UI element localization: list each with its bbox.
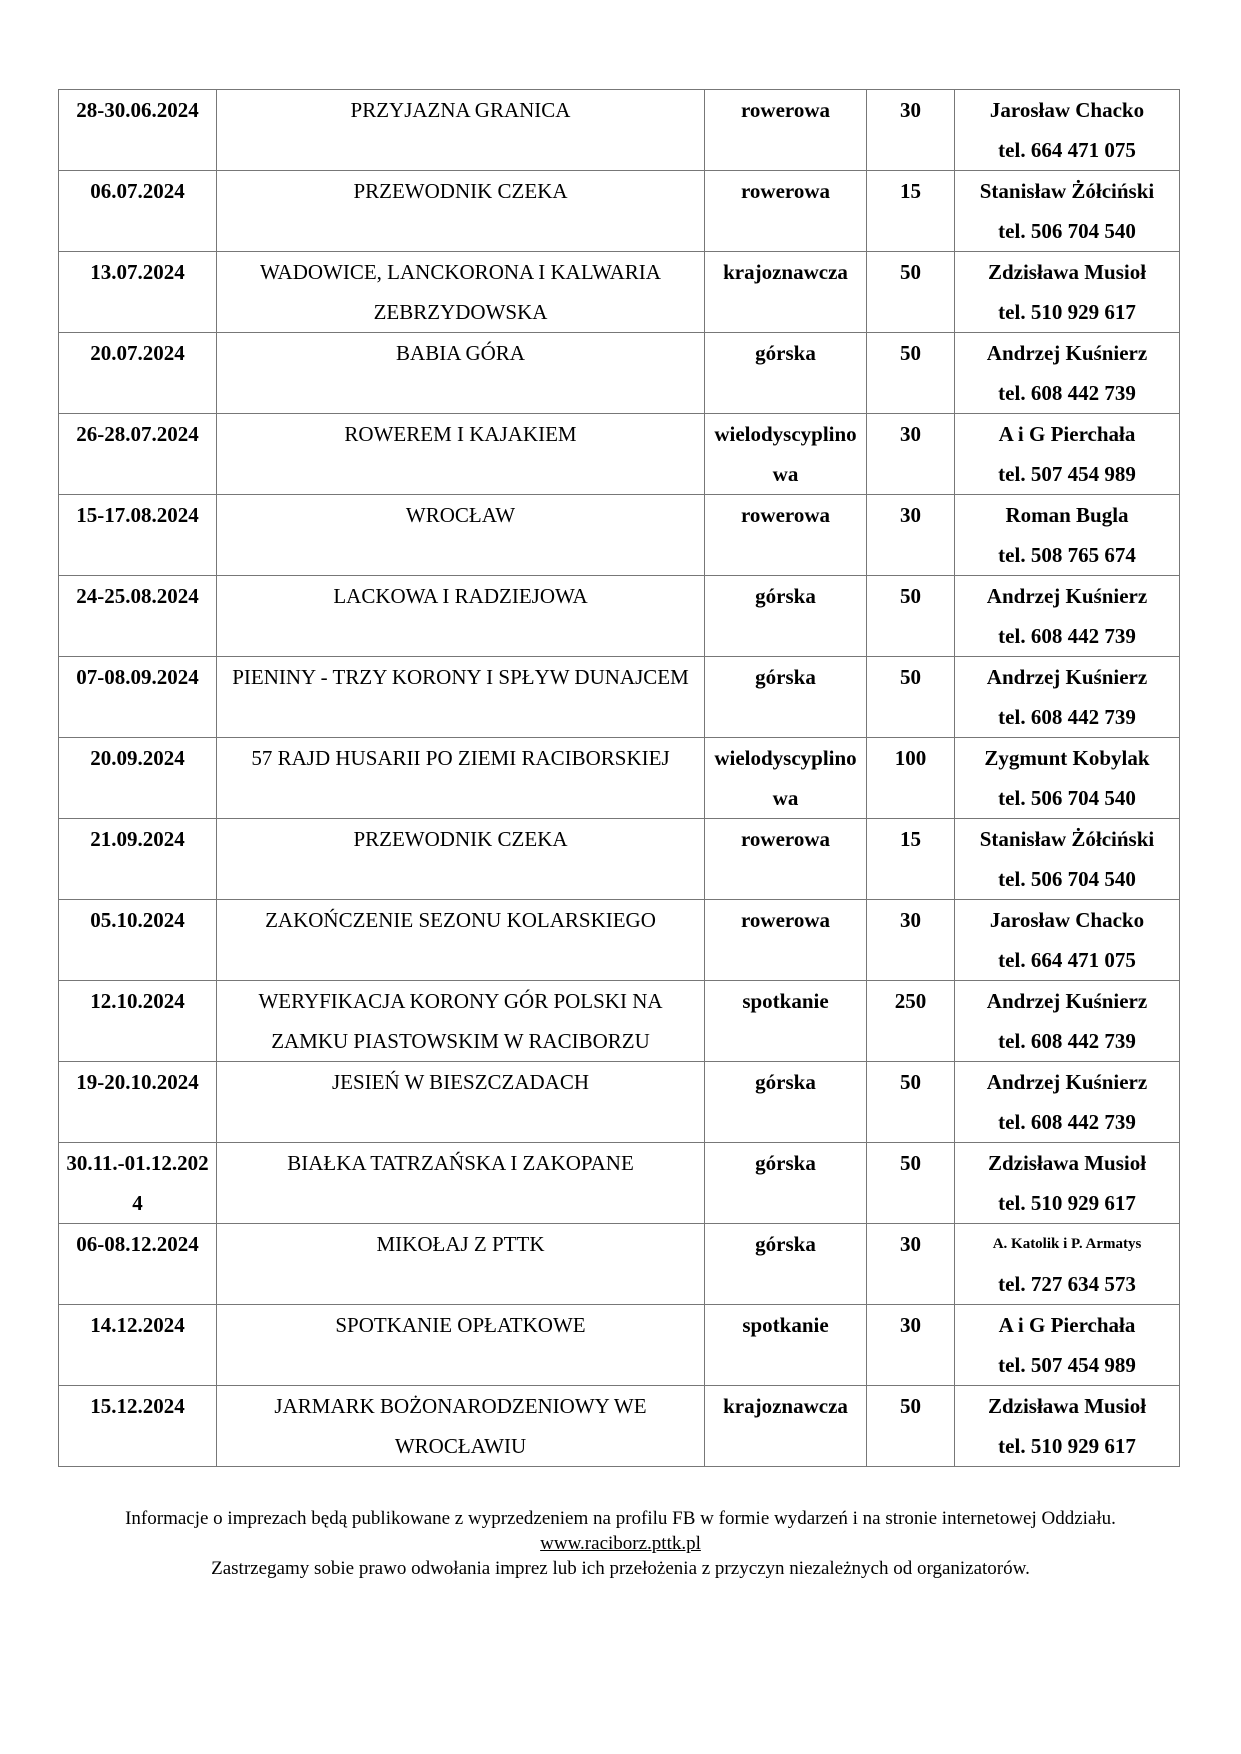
event-name: ZAKOŃCZENIE SEZONU KOLARSKIEGO	[217, 900, 705, 981]
event-kind: spotkanie	[705, 981, 867, 1062]
event-phone: tel. 510 929 617	[998, 1191, 1136, 1215]
event-points: 30	[867, 1305, 955, 1386]
event-leader-cell	[955, 171, 1180, 252]
event-leader: Andrzej Kuśnierz	[986, 665, 1148, 689]
event-phone: tel. 664 471 075	[998, 138, 1136, 162]
event-date: 21.09.2024	[59, 819, 217, 900]
event-date: 15.12.2024	[59, 1386, 217, 1467]
event-leader: Stanisław Żółciński	[979, 827, 1155, 851]
event-name: PIENINY - TRZY KORONY I SPŁYW DUNAJCEM	[217, 657, 705, 738]
event-leader-cell	[955, 1062, 1180, 1143]
event-row	[59, 657, 1180, 738]
event-date: 07-08.09.2024	[59, 657, 217, 738]
event-leader: Jarosław Chacko	[989, 908, 1145, 932]
event-leader: A. Katolik i P. Armatys	[992, 1236, 1142, 1252]
event-row	[59, 981, 1180, 1062]
event-name: PRZYJAZNA GRANICA	[217, 90, 705, 171]
event-name: WROCŁAW	[217, 495, 705, 576]
event-kind: górska	[705, 1062, 867, 1143]
event-kind: rowerowa	[705, 819, 867, 900]
website-link[interactable]: www.raciborz.pttk.pl	[540, 1533, 701, 1554]
event-phone: tel. 506 704 540	[998, 786, 1136, 810]
event-leader-cell	[955, 1224, 1180, 1305]
event-phone: tel. 608 442 739	[998, 1110, 1136, 1134]
event-points: 30	[867, 495, 955, 576]
footer	[0, 1506, 1241, 1581]
event-name: JARMARK BOŻONARODZENIOWY WE WROCŁAWIU	[217, 1386, 705, 1467]
event-kind: górska	[705, 1143, 867, 1224]
event-leader-cell	[955, 252, 1180, 333]
event-phone: tel. 727 634 573	[998, 1272, 1136, 1296]
event-date: 20.07.2024	[59, 333, 217, 414]
event-leader-cell	[955, 1143, 1180, 1224]
event-points: 15	[867, 819, 955, 900]
event-leader: A i G Pierchała	[998, 422, 1136, 446]
event-leader-cell	[955, 657, 1180, 738]
event-name: PRZEWODNIK CZEKA	[217, 819, 705, 900]
event-phone: tel. 510 929 617	[998, 1434, 1136, 1458]
event-date: 15-17.08.2024	[59, 495, 217, 576]
event-points: 15	[867, 171, 955, 252]
event-phone: tel. 507 454 989	[998, 462, 1136, 486]
event-row	[59, 333, 1180, 414]
event-leader: Zdzisława Musioł	[987, 1394, 1147, 1418]
event-points: 50	[867, 1386, 955, 1467]
event-name: ROWEREM I KAJAKIEM	[217, 414, 705, 495]
event-leader-cell	[955, 90, 1180, 171]
event-leader-cell	[955, 738, 1180, 819]
event-points: 30	[867, 900, 955, 981]
event-name: BABIA GÓRA	[217, 333, 705, 414]
event-row	[59, 819, 1180, 900]
event-row	[59, 252, 1180, 333]
event-leader-cell	[955, 1305, 1180, 1386]
event-leader: Andrzej Kuśnierz	[986, 989, 1148, 1013]
event-row	[59, 1143, 1180, 1224]
event-row	[59, 90, 1180, 171]
event-row	[59, 414, 1180, 495]
event-name: MIKOŁAJ Z PTTK	[217, 1224, 705, 1305]
event-kind: wielodyscyplinowa	[705, 414, 867, 495]
event-leader: Roman Bugla	[1005, 503, 1129, 527]
event-date: 12.10.2024	[59, 981, 217, 1062]
event-leader-cell	[955, 414, 1180, 495]
event-date: 05.10.2024	[59, 900, 217, 981]
footer-info: Informacje o imprezach będą publikowane z wyprzedzeniem na profilu FB w formie wydarzeń i na stronie internetowej Oddziału.	[125, 1508, 1116, 1529]
event-name: BIAŁKA TATRZAŃSKA I ZAKOPANE	[217, 1143, 705, 1224]
event-phone: tel. 506 704 540	[998, 219, 1136, 243]
event-date: 28-30.06.2024	[59, 90, 217, 171]
event-points: 30	[867, 414, 955, 495]
event-leader-cell	[955, 495, 1180, 576]
event-kind: górska	[705, 657, 867, 738]
event-kind: rowerowa	[705, 495, 867, 576]
event-points: 50	[867, 576, 955, 657]
event-leader: Zdzisława Musioł	[987, 260, 1147, 284]
event-name: SPOTKANIE OPŁATKOWE	[217, 1305, 705, 1386]
event-phone: tel. 510 929 617	[998, 300, 1136, 324]
event-row	[59, 495, 1180, 576]
event-leader-cell	[955, 819, 1180, 900]
event-name: 57 RAJD HUSARII PO ZIEMI RACIBORSKIEJ	[217, 738, 705, 819]
event-leader: Zdzisława Musioł	[987, 1151, 1147, 1175]
event-leader-cell	[955, 900, 1180, 981]
event-row	[59, 738, 1180, 819]
events-table	[58, 89, 1180, 1467]
event-phone: tel. 608 442 739	[998, 1029, 1136, 1053]
event-kind: górska	[705, 1224, 867, 1305]
events-table-body	[59, 90, 1180, 1467]
event-row	[59, 1224, 1180, 1305]
event-leader: Andrzej Kuśnierz	[986, 1070, 1148, 1094]
event-date: 06-08.12.2024	[59, 1224, 217, 1305]
event-leader: Zygmunt Kobylak	[984, 746, 1150, 770]
event-phone: tel. 508 765 674	[998, 543, 1136, 567]
footer-disclaimer: Zastrzegamy sobie prawo odwołania imprez lub ich przełożenia z przyczyn niezależnych od organizatorów.	[211, 1558, 1030, 1579]
event-date: 20.09.2024	[59, 738, 217, 819]
event-row	[59, 900, 1180, 981]
event-kind: rowerowa	[705, 90, 867, 171]
event-leader: Jarosław Chacko	[989, 98, 1145, 122]
event-kind: rowerowa	[705, 171, 867, 252]
event-name: WADOWICE, LANCKORONA I KALWARIA ZEBRZYDOWSKA	[217, 252, 705, 333]
event-kind: rowerowa	[705, 900, 867, 981]
event-points: 50	[867, 657, 955, 738]
event-phone: tel. 506 704 540	[998, 867, 1136, 891]
event-name: PRZEWODNIK CZEKA	[217, 171, 705, 252]
event-row	[59, 1062, 1180, 1143]
event-leader-cell	[955, 576, 1180, 657]
event-phone: tel. 507 454 989	[998, 1353, 1136, 1377]
event-leader-cell	[955, 981, 1180, 1062]
event-name: WERYFIKACJA KORONY GÓR POLSKI NA ZAMKU PIASTOWSKIM W RACIBORZU	[217, 981, 705, 1062]
event-phone: tel. 608 442 739	[998, 705, 1136, 729]
event-kind: krajoznawcza	[705, 1386, 867, 1467]
event-date: 19-20.10.2024	[59, 1062, 217, 1143]
event-points: 30	[867, 1224, 955, 1305]
event-row	[59, 1305, 1180, 1386]
event-name: JESIEŃ W BIESZCZADACH	[217, 1062, 705, 1143]
event-date: 13.07.2024	[59, 252, 217, 333]
event-date: 06.07.2024	[59, 171, 217, 252]
event-kind: wielodyscyplinowa	[705, 738, 867, 819]
event-points: 50	[867, 1143, 955, 1224]
event-leader-cell	[955, 1386, 1180, 1467]
event-points: 50	[867, 333, 955, 414]
event-leader: Stanisław Żółciński	[979, 179, 1155, 203]
event-points: 50	[867, 1062, 955, 1143]
event-date: 26-28.07.2024	[59, 414, 217, 495]
event-phone: tel. 608 442 739	[998, 624, 1136, 648]
event-points: 50	[867, 252, 955, 333]
event-phone: tel. 608 442 739	[998, 381, 1136, 405]
event-date: 30.11.-01.12.2024	[59, 1143, 217, 1224]
event-kind: górska	[705, 333, 867, 414]
event-points: 30	[867, 90, 955, 171]
event-row	[59, 576, 1180, 657]
event-leader-cell	[955, 333, 1180, 414]
event-points: 250	[867, 981, 955, 1062]
event-kind: krajoznawcza	[705, 252, 867, 333]
event-row	[59, 1386, 1180, 1467]
event-kind: górska	[705, 576, 867, 657]
event-phone: tel. 664 471 075	[998, 948, 1136, 972]
event-row	[59, 171, 1180, 252]
event-leader: A i G Pierchała	[998, 1313, 1136, 1337]
event-date: 24-25.08.2024	[59, 576, 217, 657]
event-leader: Andrzej Kuśnierz	[986, 341, 1148, 365]
event-name: LACKOWA I RADZIEJOWA	[217, 576, 705, 657]
event-leader: Andrzej Kuśnierz	[986, 584, 1148, 608]
event-points: 100	[867, 738, 955, 819]
event-kind: spotkanie	[705, 1305, 867, 1386]
event-date: 14.12.2024	[59, 1305, 217, 1386]
